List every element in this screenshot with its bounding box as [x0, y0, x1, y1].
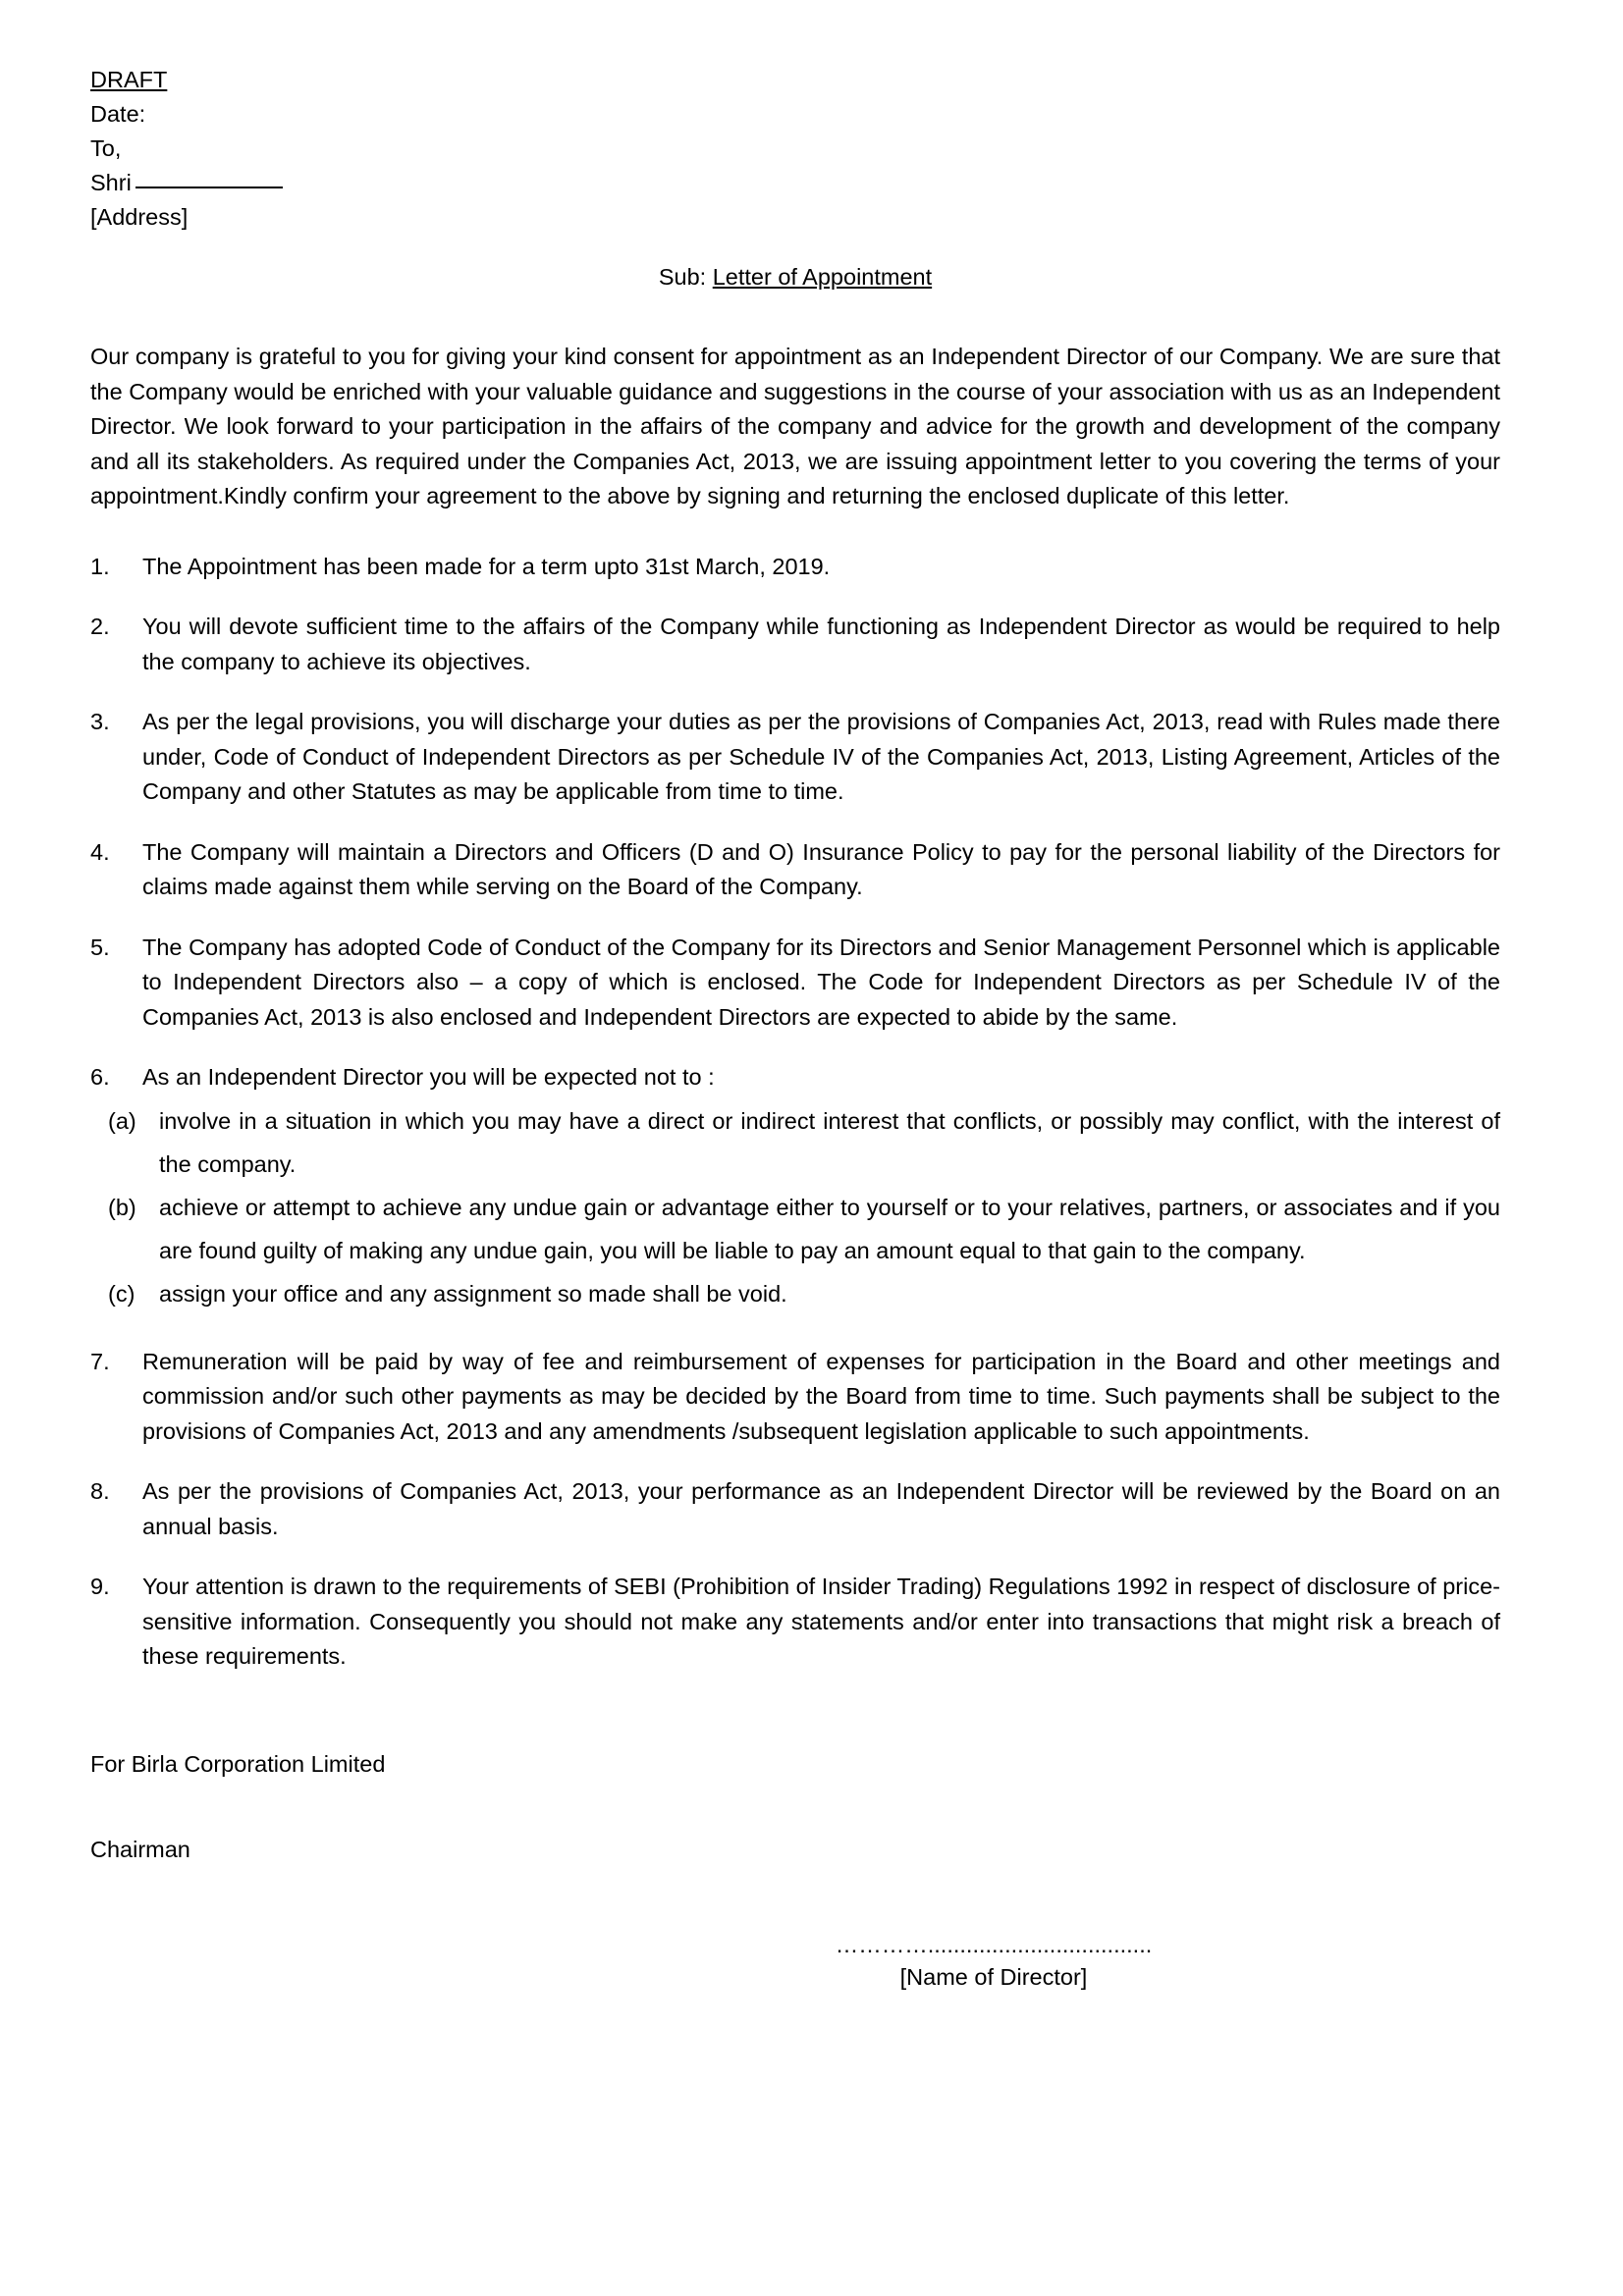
clause-text: The Company will maintain a Directors and Officers (D and O) Insurance Policy to pay for the personal liability of the Directors for claims made against them while serving on the Board of the Company.	[142, 838, 1500, 899]
document-content	[90, 63, 1500, 1994]
clause-text: As per the provisions of Companies Act, 2013, your performance as an Independent Director will be reviewed by the Board on an annual basis.	[142, 1478, 1500, 1539]
date-label: Date:	[90, 101, 146, 127]
clause-number: 1.	[90, 553, 110, 579]
intro-paragraph: Our company is grateful to you for giving your kind consent for appointment as an Independent Director of our Company. We are sure that the Company would be enriched with your valuable guidance and suggestions in the course of your association with us as an Independent Director. We look forward to your participation in the affairs of the company and advice for the growth and development of the company and all its stakeholders. As required under the Companies Act, 2013, we are issuing appointment letter to you covering the terms of your appointment.Kindly confirm your agreement to the above by signing and returning the enclosed duplicate of this letter.	[90, 344, 1500, 508]
subject-line	[90, 260, 1500, 294]
subclause-text: achieve or attempt to achieve any undue gain or advantage either to yourself or to your relatives, partners, or associates and if you are found guilty of making any undue gain, you will be liable to pay an amount equal to that gain to the company.	[159, 1194, 1500, 1263]
clause-number: 5.	[90, 934, 110, 960]
clause-item	[90, 1345, 1500, 1450]
subclause-item	[108, 1272, 1500, 1315]
to-label: To,	[90, 135, 122, 161]
clause-item	[90, 550, 1500, 585]
clause-number: 2.	[90, 614, 110, 639]
company-signoff: For Birla Corporation Limited	[90, 1750, 386, 1777]
clause-list	[90, 550, 1500, 1675]
draft-label	[90, 63, 1500, 97]
subclause-list	[108, 1099, 1500, 1315]
clause-item	[90, 705, 1500, 810]
signature-dotted-line: …………...................................	[835, 1931, 1153, 1957]
clause-number: 4.	[90, 838, 110, 865]
subclause-item	[108, 1186, 1500, 1272]
subclause-item	[108, 1099, 1500, 1186]
subclause-label: (c)	[108, 1280, 135, 1307]
clause-item	[90, 1570, 1500, 1675]
signature-spacer	[90, 1782, 1500, 1833]
clause-number: 3.	[90, 709, 110, 734]
clause-number: 6.	[90, 1064, 110, 1090]
clause-text: The Appointment has been made for a term upto 31st March, 2019.	[142, 553, 831, 579]
director-name-placeholder: [Name of Director]	[899, 1963, 1088, 1990]
subclause-text: assign your office and any assignment so made shall be void.	[159, 1280, 787, 1307]
address-placeholder: [Address]	[90, 204, 189, 230]
addressee-blank-field[interactable]	[135, 187, 283, 188]
clause-item	[90, 931, 1500, 1036]
clause-text: The Company has adopted Code of Conduct of the Company for its Directors and Senior Management Personnel which is applicable to Independent Directors also – a copy of which is enclosed. The Code for Independent Directors as per Schedule IV of the Companies Act, 2013 is also enclosed and Independent Directors are expected to abide by the same.	[142, 934, 1500, 1030]
clause-item	[90, 835, 1500, 905]
clause-number: 9.	[90, 1574, 110, 1599]
clause-item	[90, 1474, 1500, 1544]
clause-number: 7.	[90, 1348, 110, 1374]
subclause-label: (a)	[108, 1107, 136, 1134]
subclause-text: involve in a situation in which you may have a direct or indirect interest that conflicts, or possibly may conflict, with the interest of the company.	[159, 1107, 1500, 1177]
clause-item	[90, 1060, 1500, 1095]
draft-text: DRAFT	[90, 67, 168, 92]
clause-text: You will devote sufficient time to the affairs of the Company while functioning as Independent Director as would be required to help the company to achieve its objectives.	[142, 614, 1500, 674]
subject-title: Letter of Appointment	[712, 264, 933, 290]
signature-block	[90, 1747, 1500, 1868]
clause-text: Remuneration will be paid by way of fee and reimbursement of expenses for participation in the Board and other meetings and commission and/or such other payments as may be decided by the Board from time to time. Such payments shall be subject to the provisions of Companies Act, 2013 and any amendments /subsequent legislation applicable to such appointments.	[142, 1348, 1500, 1444]
clause-text: As per the legal provisions, you will discharge your duties as per the provisions of Companies Act, 2013, read with Rules made there under, Code of Conduct of Independent Directors as per Schedule IV of the Companies Act, 2013, Listing Agreement, Articles of the Company and other Statutes as may be applicable from time to time.	[142, 709, 1500, 804]
letter-header	[90, 63, 1500, 235]
clause-item	[90, 610, 1500, 679]
clause-text: As an Independent Director you will be expected not to :	[142, 1064, 715, 1090]
subclause-label: (b)	[108, 1194, 136, 1220]
addressee-line	[90, 166, 1500, 200]
subject-prefix: Sub:	[658, 264, 713, 290]
shri-label: Shri	[90, 170, 132, 195]
clause-text: Your attention is drawn to the requirements of SEBI (Prohibition of Insider Trading) Regulations 1992 in respect of disclosure of price-sensitive information. Consequently you should not make any statements and/or enter into transactions that might risk a breach of these requirements.	[142, 1574, 1500, 1669]
director-signature-area	[738, 1929, 1249, 1994]
designation-label: Chairman	[90, 1837, 190, 1862]
clause-number: 8.	[90, 1478, 110, 1504]
